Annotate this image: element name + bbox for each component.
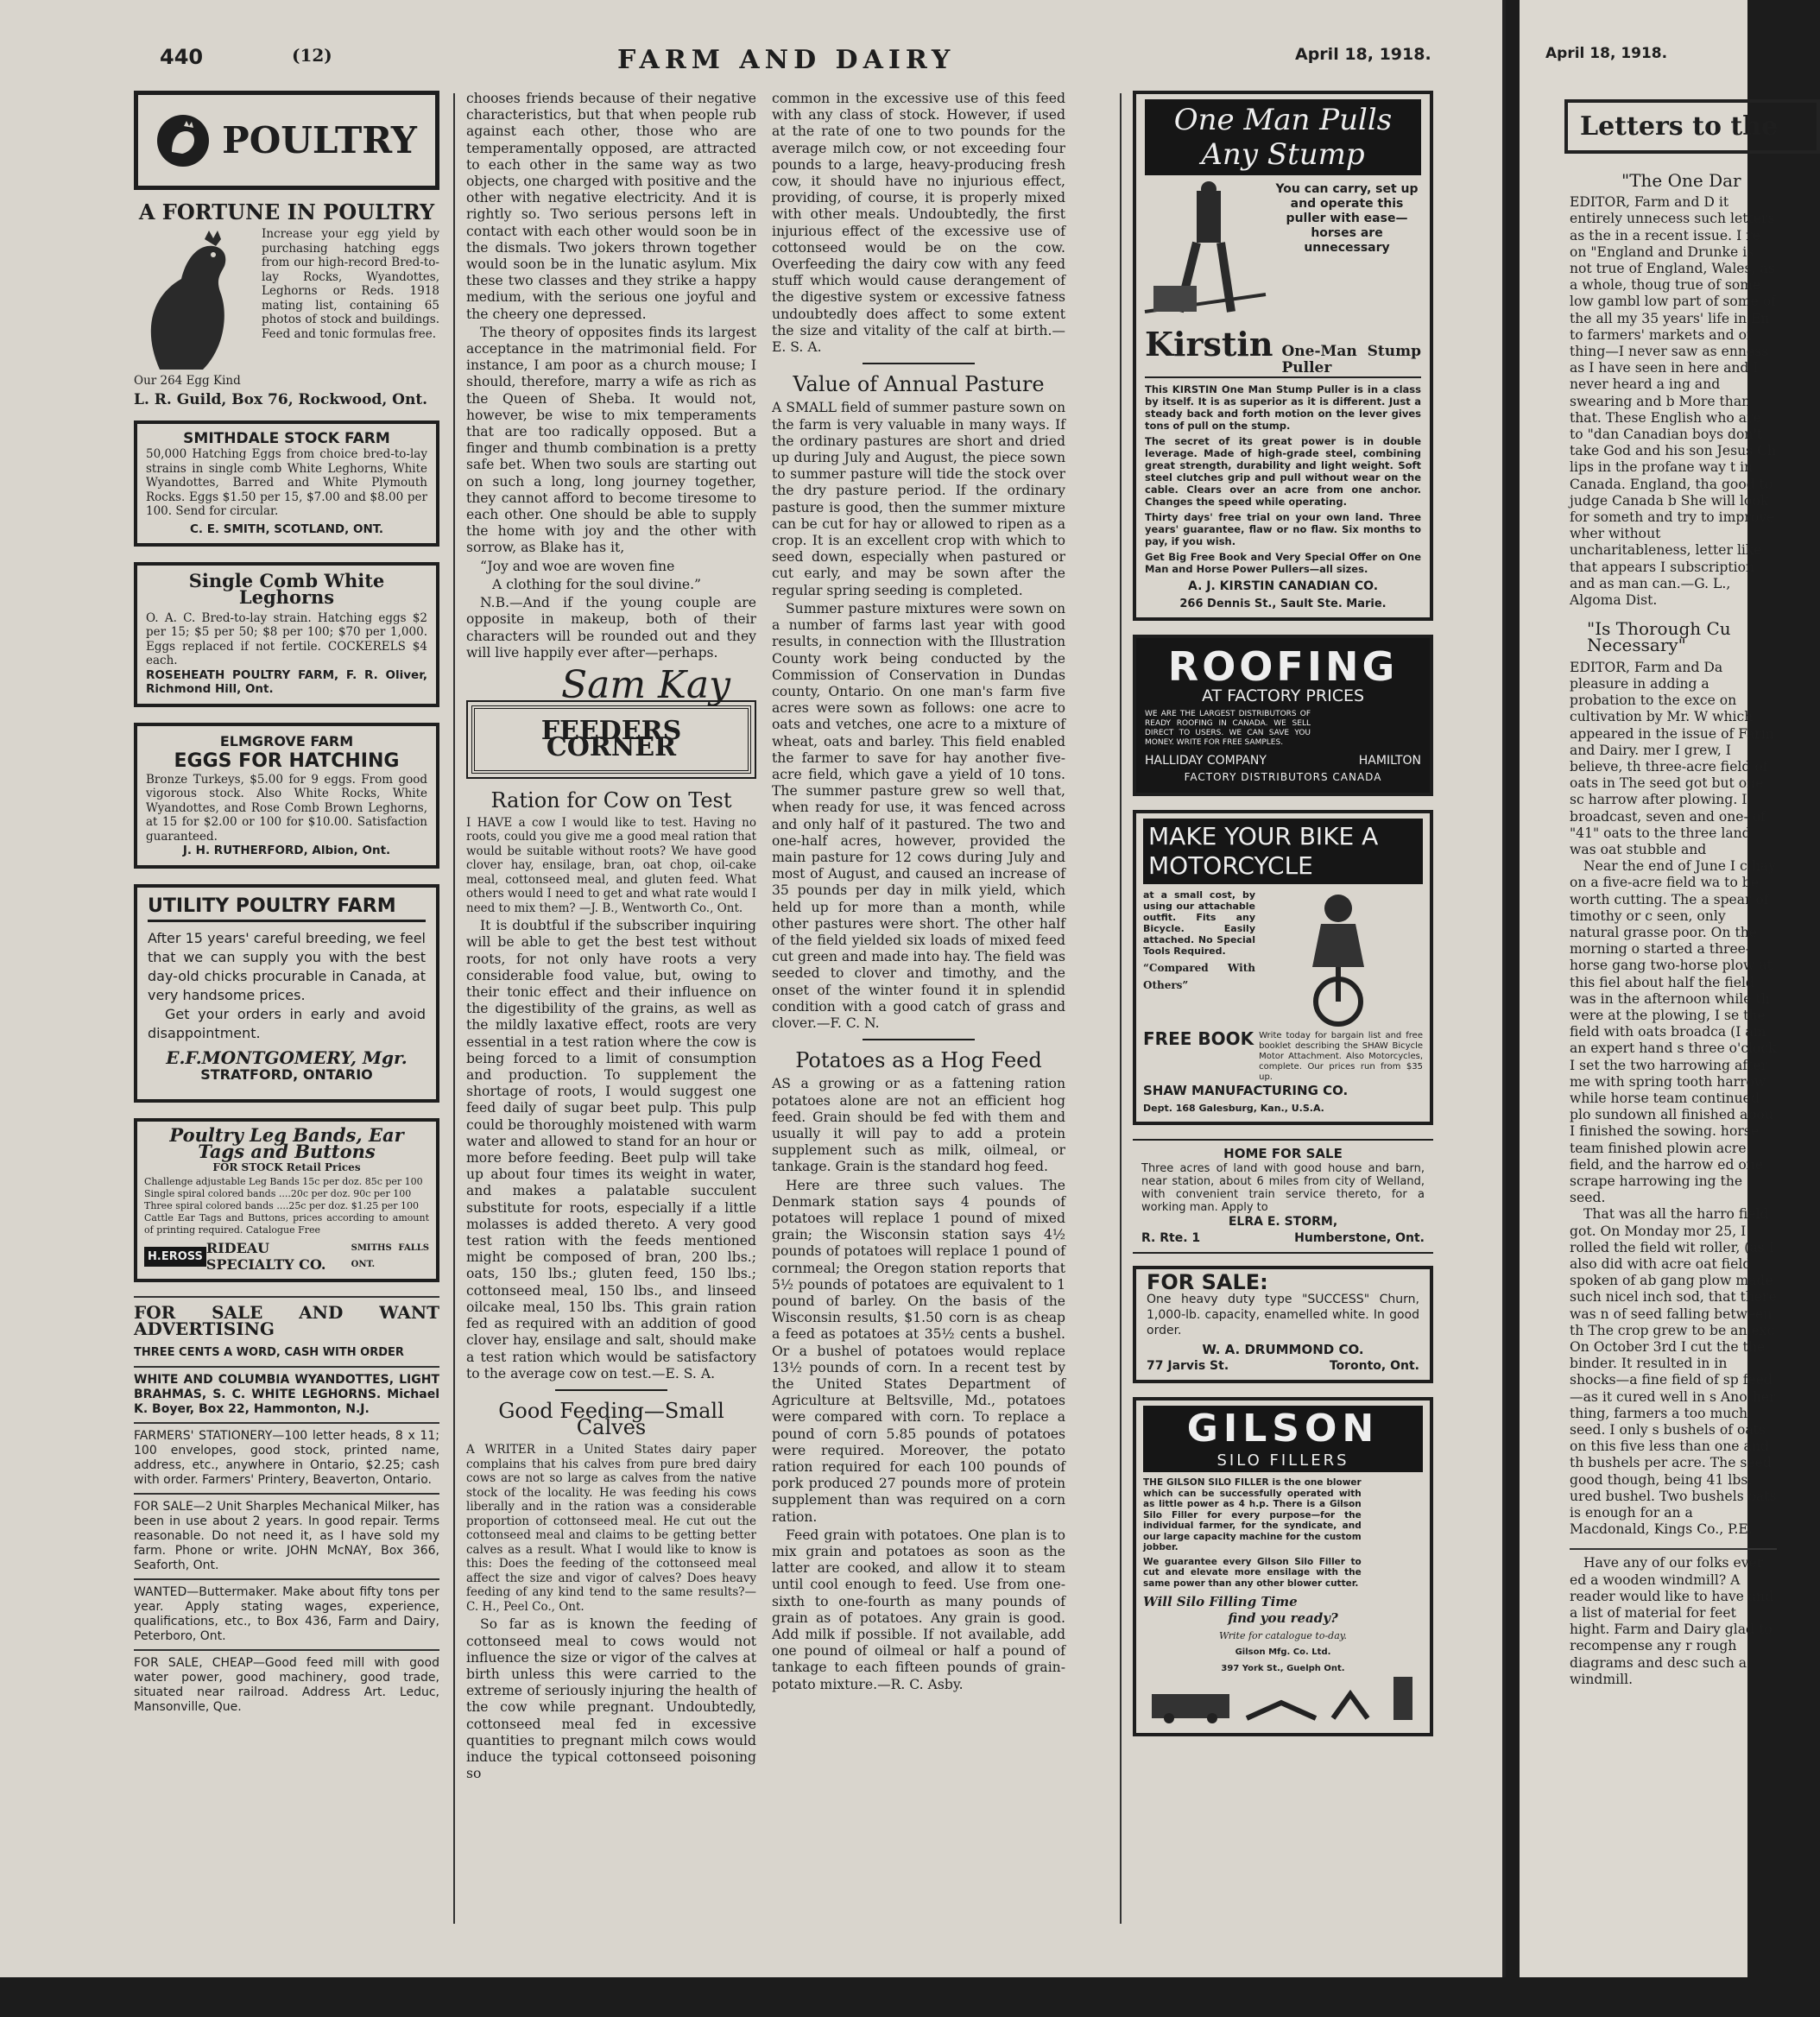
bike-ad xyxy=(1133,810,1433,1124)
section-heading: Value of Annual Pasture xyxy=(793,372,1045,397)
section-rule xyxy=(863,363,975,364)
elmgrove-title: ELMGROVE FARM xyxy=(219,732,354,749)
column-rule xyxy=(453,93,455,1924)
bike-quote: “Compared With Others” xyxy=(1143,962,1255,991)
fortune-ad xyxy=(134,199,439,408)
leghorns-ad xyxy=(134,562,439,706)
smithdale-address: C. E. SMITH, SCOTLAND, ONT. xyxy=(189,522,384,536)
section-rule xyxy=(863,1039,975,1040)
facing-letter: That was all the harro field got. On Monday mor 25, I rolled the field wit roller, (as I also did with acre oat field spoken of ab gang plow made such nicel inch sod, that there was n of seed falling between th The crop grew to be an exc On October 3rd I cut the the binder. It resulted in in shocks—a fine field of sp feed—as it cured well in s Another thing, farmers a too much seed. I only s bushels of oats on this five less than one and th bushels per acre. The seed good though, being 41 lbs. ured bushel. Two bushels oats is enough for an a Macdonald, Kings Co., P.E. xyxy=(1570,1206,1777,1538)
article-paragraph: N.B.—And if the young couple are opposite in makeup, both of their characters will be rounded out and they will live happily ever after—perhaps. xyxy=(466,595,756,661)
elmgrove-text: Bronze Turkeys, $5.00 for 9 eggs. From good vigorous stock. Also White Rocks, White Wyandottes, and Rose Comb Brown Leghorns, at 15 for $2.00 or 100 for $10.00. Satisfaction guaranteed. xyxy=(146,772,427,844)
legbands-badge: H.EROSS xyxy=(144,1247,206,1267)
legbands-row: Cattle Ear Tags and Buttons, prices according to amount of printing required. Catalogue Free xyxy=(144,1212,429,1236)
elmgrove-ad xyxy=(134,723,439,869)
poultry-banner xyxy=(134,91,439,190)
header-date: April 18, 1918. xyxy=(1295,45,1431,64)
facing-title-box xyxy=(1564,99,1820,154)
article-paragraph: Summer pasture mixtures were sown on a number of farms last year with good results, in connection with the Illustration County work being conducted by the Commission of Conservation in Dundas county, Ontario. On one man's farm five acres were sown as follows: one acre to oats and vetches, one acre to a mixture of wheat, oats and barley. This field enabled the farmer to save for hay another five-acre field, which gave a yield of 10 tons. The summer pasture grew so well that, when ready for use, it was fenced across and only half of it pastured. The two and one-half acres, however, provided the main pasture for 12 cows during July and most of August, and caused an increase of 35 pounds per day in milk yield, which held up for more than a month, while other pastures were short. The other half of the field yielded six loads of mixed feed cut green and made into hay. The field was seeded to clover and timothy, and the onset of the winter found it in splendid condition with a good catch of grass and clover.—F. C. N. xyxy=(772,600,1065,1031)
facing-title: Letters to the xyxy=(1580,111,1779,142)
gilson-question-2: find you ready? xyxy=(1228,1610,1338,1627)
home-for-sale-ad xyxy=(1133,1139,1433,1255)
home-address-2: Humberstone, Ont. xyxy=(1294,1231,1425,1246)
roofing-sub: AT FACTORY PRICES xyxy=(1201,686,1365,705)
legbands-sub: FOR STOCK Retail Prices xyxy=(212,1160,361,1173)
classified-item: FOR SALE—2 Unit Sharples Mechanical Milker, has been in use about 2 years. In good repair. Terms reasonable. Do not need it, as I have sold my farm. Phone or write. JOHN McNAY, Box 366, Seaforth, Ont. xyxy=(134,1493,439,1578)
for-sale-ad xyxy=(1133,1266,1433,1383)
gilson-text: We guarantee every Gilson Silo Filler to cut and elevate more ensilage with the same power than any other blower cutter. xyxy=(1143,1556,1362,1589)
question-text: A WRITER in a United States dairy paper complains that his calves from pure bred dairy cows are not so large as calves from the native stock of the locality. He was feeding his cows liberally and in the ration was a considerable proportion of cottonseed meal. He cut out the cottonseed meal and claims to be getting better calves as a result. What I would like to know is this: Does the feeding of the cottonseed meal affect the size and vigor of calves? Does heavy feeding of any kind tend to the same results?—C. H., Peel Co., Ont. xyxy=(466,1443,756,1614)
issue-number: (12) xyxy=(292,45,332,66)
kirstin-company: A. J. KIRSTIN CANADIAN CO. xyxy=(1187,579,1379,594)
kirstin-text: This KIRSTIN One Man Stump Puller is in a class by itself. It is as superior as it is different. Just a steady back and forth motion on the lever gives tons of pull on the stump. xyxy=(1145,383,1421,433)
kirstin-text: Get Big Free Book and Very Special Offer on One Man and Horse Power Pullers—all sizes. xyxy=(1145,551,1421,576)
kirstin-address: 266 Dennis St., Sault Ste. Marie. xyxy=(1179,597,1387,610)
legbands-ad xyxy=(134,1118,439,1282)
bike-book-text: Write today for bargain list and free booklet describing the SHAW Bicycle Motor Attachment. Also Motorcycles, complete. Our prices run from $35 up. xyxy=(1259,1031,1423,1083)
bike-text: at a small cost, by using our attachable outfit. Fits any Bicycle. Easily attached. No Special Tools Required. xyxy=(1143,889,1255,958)
fortune-address: L. R. Guild, Box 76, Rockwood, Ont. xyxy=(134,390,428,408)
classified-title: FOR SALE AND WANT ADVERTISING xyxy=(134,1296,439,1337)
roofing-company: HALLIDAY COMPANY xyxy=(1145,754,1267,768)
for-sale-company: W. A. DRUMMOND CO. xyxy=(1202,1341,1364,1357)
bike-dept: Dept. 168 Galesburg, Kan., U.S.A. xyxy=(1143,1102,1324,1114)
column-article-3 xyxy=(772,91,1065,1695)
fortune-title: A FORTUNE IN POULTRY xyxy=(138,199,435,224)
gilson-catalogue: Write for catalogue to-day. xyxy=(1218,1629,1348,1641)
legbands-place: SMITHS FALLS ONT. xyxy=(351,1243,429,1270)
for-sale-title: FOR SALE: xyxy=(1147,1270,1268,1295)
article-paragraph: chooses friends because of their negative characteristics, but that when people rub against each other, those who are temperamentally opposed, are attracted to each other in the same way as two objects, one charged with positive and the other with negative electricity. And it is rightly so. Two serious persons left in contact with each other would soon be in the dismals. Two jokers thrown together would soon be in the lunatic asylum. Mix these two classes and they strike a happy medium, with the serious one joyful and the cheery one depressed. xyxy=(466,91,756,322)
fortune-text: Increase your egg yield by purchasing hatching eggs from our high-record Bred-to-lay Rocks, Wyandottes, Leghorns or Reds. 1918 mating list, containing 65 photos of stock and buildings. Feed and tonic formulas free. xyxy=(262,227,439,341)
smithdale-text: 50,000 Hatching Eggs from choice bred-to-lay strains in single comb White Leghorns, White Wyandottes, Barred and White Plymouth Rocks. Eggs $1.50 per 15, $7.00 and $8.00 per 100. Send for circular. xyxy=(146,447,427,519)
legbands-row: Three spiral colored bands ....25c per doz. $1.25 per 100 xyxy=(144,1200,420,1212)
fortune-caption: Our 264 Egg Kind xyxy=(134,374,241,389)
answer-text: It is doubtful if the subscriber inquiring will be able to get the best test without roots, for not only have roots a very considerable food value, but, owing to their tonic effect and their influence on the digestibility of the grains, as well as the mildly laxative effect, roots are very essential in a test ration where the cow is being forced to a limit of consumption and production. To supplement the shortage of roots, I would suggest one feed daily of sugar beet pulp. This pulp could be thoroughly moistened with warm water and allowed to stand for an hour or more before feeding. Beet pulp will take up about four times its weight in water, and makes a palatable succulent substitute for roots, especially if a little molasses is added thereto. A very good test ration with the feeds mentioned might be composed of bran, 200 lbs.; oats, 150 lbs.; gluten feed, 150 lbs.; cottonseed meal, 150 lbs., and linseed oilcake meal, 150 lbs. This grain ration fed as required with an addition of good clover hay, ensilage and salt, should make a test ration which would be satisfactory to the average cow on test.—E. S. A. xyxy=(466,918,756,1382)
article-paragraph: AS a growing or as a fattening ration potatoes alone are not an efficient hog feed. Grain should be fed with them and usually it will pay to add a protein supplement such as milk, oilmeal, or tankage. Grain is the standard hog feed. xyxy=(772,1076,1065,1175)
column-ads-left xyxy=(134,91,439,1720)
gilson-text: THE GILSON SILO FILLER is the one blower which can be successfully operated with as little power as 4 h.p. There is a Gilson Silo Filler for every purpose—for the individual farmer, for the syndicate, and our large capacity machine for the custom jobber. xyxy=(1143,1477,1362,1553)
utility-text1: After 15 years' careful breeding, we feel that we can supply you with the best day-old chicks procurable in Canada, at very handsome prices. xyxy=(148,930,426,1004)
bike-company: SHAW MANUFACTURING CO. xyxy=(1143,1083,1349,1099)
gilson-address: 397 York St., Guelph Ont. xyxy=(1221,1664,1345,1674)
for-sale-address-1: 77 Jarvis St. xyxy=(1147,1358,1229,1373)
legbands-row: Challenge adjustable Leg Bands 15c per doz. 85c per 100 xyxy=(144,1176,423,1188)
article-paragraph: common in the excessive use of this feed with any class of stock. However, if used at the rate of one to two pounds for the average milch cow, or not exceeding four pounds to a large, heavy-producing fresh cow, it should have no injurious effect, providing, of course, it is properly mixed with other meals. Undoubtedly, the first injurious effect of the excessive use of cottonseed would be on the cow. Overfeeding the dairy cow with any feed stuff which would cause derangement of the digestive system or excessive fatness undoubtedly does affect to some extent the size and vitality of the calf at birth.—E. S. A. xyxy=(772,91,1065,356)
kirstin-headline xyxy=(1145,99,1421,175)
kirstin-text: The secret of its great power is in double leverage. Made of high-grade steel, combining great strength, durability and light weight. Soft steel clutches grip and pull without wear on the cable. Clears over an acre from one anchor. Changes the speed while operating. xyxy=(1145,435,1421,509)
legbands-company: RIDEAU SPECIALTY CO. xyxy=(205,1240,326,1274)
legbands-title: Poultry Leg Bands, Ear Tags and Buttons xyxy=(169,1123,404,1162)
article-paragraph: Feed grain with potatoes. One plan is to mix grain and potatoes as soon as the latter are cooked, and allow it to steam until cool enough to feed. Use from one-sixth to one-fourth as many pounds of grain as of potatoes. Any grain is good. Add milk if possible. If not available, add one pound of oilmeal or half a pound of tankage to each fifteen pounds of grain-potato mixture.—R. C. Asby. xyxy=(772,1527,1065,1692)
roofing-title: ROOFING xyxy=(1167,642,1399,690)
kirstin-brand: Kirstin xyxy=(1145,325,1273,364)
home-name: ELRA E. STORM, xyxy=(1228,1215,1338,1230)
facing-subhead: "Is Thorough Cu Necessary" xyxy=(1587,618,1731,656)
gilson-title: GILSON xyxy=(1143,1406,1423,1452)
gilson-ad xyxy=(1133,1397,1433,1736)
section-heading: Good Feeding—Small Calves xyxy=(498,1398,724,1440)
poem-line: “Joy and woe are woven fine xyxy=(480,558,675,574)
leghorns-title: Single Comb White Leghorns xyxy=(188,570,385,609)
utility-ad xyxy=(134,884,439,1103)
facing-letter: EDITOR, Farm and Da pleasure in adding a probation to the exce on cultivation by Mr. W which appeared in the issue of Farm and Dairy. mer I grew, I believe, th three-acre field of oats in The seed got but one sc harrow after plowing. I broadcast, seven and one- of "41" oats to the three land was oat stubble and xyxy=(1570,659,1774,857)
facing-page xyxy=(1520,0,1779,1977)
utility-text2: Get your orders in early and avoid disappointment. xyxy=(148,1006,426,1042)
gilson-company: Gilson Mfg. Co. Ltd. xyxy=(1235,1647,1331,1657)
elmgrove-address: J. H. RUTHERFORD, Albion, Ont. xyxy=(182,844,391,858)
roofing-small: WE ARE THE LARGEST DISTRIBUTORS OF READY ROOFING IN CANADA. WE SELL DIRECT TO USERS. WE CAN SAVE YOU MONEY. WRITE FOR FREE SAMPLES. xyxy=(1145,710,1311,748)
kirstin-brand2: One-Man Stump Puller xyxy=(1281,343,1421,377)
poem-line: A clothing for the soul divine.” xyxy=(492,576,702,592)
classified-section xyxy=(134,1296,439,1721)
smithdale-ad xyxy=(134,420,439,547)
elmgrove-subtitle: EGGS FOR HATCHING xyxy=(174,749,400,772)
facing-letter: Near the end of June I c hay on a five-acre field wa to be worth cutting. The a spear of timothy or c seen, only natural grasse poor. On the morning o started a three-horse gang two-horse plow at this fiel about half the field was in the afternoon while th were at the plowing, I se the field with oats broadca (I am an expert hand s three o'clock I set the two harrowing after me with spring tooth harrow while horse team continued plo sundown all finished abou I finished the sowing. horse team finished plowin acre field, and the harrow ed one scrape harrowing ing the seed. xyxy=(1570,858,1777,1206)
poultry-title: POULTRY xyxy=(222,118,417,161)
facing-letter: Have any of our folks ever ed a wooden windmill? A reader would like to have and a list of material for feet hight. Farm and Dairy glad to recompense any r rough diagrams and desc such a windmill. xyxy=(1570,1548,1777,1688)
section-heading: Ration for Cow on Test xyxy=(490,787,732,812)
feeders-corner-banner: FEEDERS CORNER xyxy=(471,705,751,773)
classified-item: WANTED—Buttermaker. Make about fifty tons per year. Apply stating wages, experience, qualifications, etc., to Box 436, Farm and Dairy, Peterboro, Ont. xyxy=(134,1578,439,1649)
silo-filler-illustration xyxy=(1143,1677,1419,1723)
rooster-icon xyxy=(156,114,210,168)
kirstin-tag: You can carry, set up and operate this puller with ease—horses are unnecessary xyxy=(1275,182,1419,255)
kirstin-ad xyxy=(1133,91,1433,621)
leghorns-text: O. A. C. Bred-to-lay strain. Hatching eggs $2 per 15; $5 per 50; $8 per 100; $70 per 1,000. Eggs replaced if not fertile. COCKERELS $4 each. xyxy=(146,610,427,668)
article-paragraph: A SMALL field of summer pasture sown on the farm is very valuable in many ways. If the ordinary pastures are short and dried up during July and August, the piece sown to summer pasture will tide the stock over the dry pasture period. If the ordinary pasture is good, then the summer mixture can be cut for hay or allowed to ripen as a crop. It is an excellent crop with which to seed down, especially when pastured or cut early, and may be sown after the regular spring seeding is completed. xyxy=(772,400,1065,598)
home-text: Three acres of land with good house and barn, near station, about 6 miles from city of Welland, with convenient train service thereto, for a working man. Apply to xyxy=(1141,1162,1425,1215)
page-number: 440 xyxy=(160,45,204,69)
article-paragraph: The theory of opposites finds its largest acceptance in the matrimonial field. For instance, I am poor as a church mouse; I should, therefore, marry a wife as rich as the Queen of Sheba. It would not, however, be wise to mix temperaments that are too radically opposed. But a finger and thumb combination is a pretty safe bet. When two souls are starting out on such a long, long journey together, they cannot afford to become tiresome to each other. One should be able to supply the home with joy and the other with sorrow, as Blake has it, xyxy=(466,324,756,556)
classified-item: WHITE AND COLUMBIA WYANDOTTES, LIGHT BRAHMAS, S. C. WHITE LEGHORNS. Michael K. Boyer, Box 22, Hammonton, N.J. xyxy=(134,1366,439,1422)
home-address-1: R. Rte. 1 xyxy=(1141,1231,1201,1246)
gilson-question-1: Will Silo Filling Time xyxy=(1143,1594,1298,1610)
roofing-ad xyxy=(1133,635,1433,797)
masthead: FARM AND DAIRY xyxy=(617,45,956,75)
facing-column xyxy=(1570,170,1777,1688)
for-sale-text: One heavy duty type "SUCCESS" Churn, 1,000-lb. capacity, enamelled white. In good order. xyxy=(1147,1292,1419,1337)
utility-city: STRATFORD, ONTARIO xyxy=(200,1066,373,1084)
facing-letter: EDITOR, Farm and D it entirely unnecess such letters as the in a recent issue. I re on "England and Drunke is not true of England, Wales, as a whole, thoug true of some low gambl low part of some of the all my 35 years' life in En to farmers' markets and of thing—I never saw as enness as I have seen in here and I never heard a ing and swearing and b More than that. These English who are to "dan Canadian boys don't take God and his son Jesus Ch lips in the profane way t in Canada. England, tha good to judge Canada b She will look for someth and try to improve wher without uncharitableness, letter like that appears I subscription and as man can.—G. L., Algoma Dist. xyxy=(1570,194,1777,609)
section-rule xyxy=(555,1389,667,1391)
leghorns-address: ROSEHEATH POULTRY FARM, F. R. Oliver, Richmond Hill, Ont. xyxy=(146,667,427,697)
gilson-sub: SILO FILLERS xyxy=(1143,1452,1423,1472)
bike-title-2: MOTORCYCLE xyxy=(1148,851,1313,881)
kirstin-text: Thirty days' free trial on your own land. Three years' guarantee, flaw or no flaw. Six months to pay, if you wish. xyxy=(1145,511,1421,548)
kirstin-headline-2: Any Stump xyxy=(1201,137,1365,172)
kirstin-headline-1: One Man Pulls xyxy=(1173,103,1393,137)
classified-item: FARMERS' STATIONERY—100 letter heads, 8 x 11; 100 envelopes, good stock, printed name, address, etc., anywhere in Ontario, $2.25; cash with order. Farmers' Printery, Beaverton, Ontario. xyxy=(134,1422,439,1493)
for-sale-address-2: Toronto, Ont. xyxy=(1329,1358,1419,1373)
rooster-icon xyxy=(134,227,255,374)
facing-date: April 18, 1918. xyxy=(1545,45,1668,62)
utility-title: UTILITY POULTRY FARM xyxy=(148,898,426,922)
column-rule xyxy=(1120,93,1122,1924)
question-text: I HAVE a cow I would like to test. Having no roots, could you give me a good meal ration that would be suitable without roots? We have good clover hay, ensilage, bran, oat chop, oil-cake meal, cottonseed meal, and gluten feed. What others would I need to get and what rate would I need to mix them? —J. B., Wentworth Co., Ont. xyxy=(466,815,756,915)
signature: Sam Kay xyxy=(560,662,730,707)
bike-headline xyxy=(1143,819,1423,884)
utility-mgr: E.F.MONTGOMERY, Mgr. xyxy=(166,1047,408,1069)
classified-rate: THREE CENTS A WORD, CASH WITH ORDER xyxy=(134,1345,404,1359)
smithdale-title: SMITHDALE STOCK FARM xyxy=(183,429,390,447)
facing-subhead: "The One Dar xyxy=(1621,170,1741,191)
article-paragraph: Here are three such values. The Denmark station says 4 pounds of potatoes will replace 1 pound of mixed grain; the Wisconsin station says 4½ pounds of potatoes will replace 1 pound of cornmeal; the Oregon station reports that 5½ pounds of potatoes are equivalent to 1 pound of barley. On the basis of the Wisconsin results, $1.50 corn is as cheap a feed as potatoes at 35½ cents a bushel. Or a bushel of potatoes would replace 13½ pounds of corn. In a recent test by the United States Department of Agriculture at Beltsville, Md., potatoes were compared with corn. To replace a pound of corn 5.85 pounds of potatoes were required. Moreover, the potato ration required for each 100 pounds of pork produced 27 pounds more of protein supplement than was required on a corn ration. xyxy=(772,1177,1065,1525)
roofing-city: HAMILTON xyxy=(1358,754,1421,768)
stump-puller-illustration xyxy=(1145,182,1266,329)
column-article-2 xyxy=(466,91,756,1784)
column-ads-right xyxy=(1133,91,1433,1750)
legbands-row: Single spiral colored bands ....20c per doz. 90c per 100 xyxy=(144,1188,412,1200)
motorcycle-rider-illustration xyxy=(1261,889,1416,1027)
classified-item: FOR SALE, CHEAP—Good feed mill with good water power, good machinery, good trade, situated near railroad. Address Art. Leduc, Mansonville, Que. xyxy=(134,1649,439,1720)
section-heading: Potatoes as a Hog Feed xyxy=(795,1048,1042,1073)
answer-text: So far as is known the feeding of cottonseed meal to cows would not influence the size or vigor of the calves at birth unless this were carried to the extreme of seriously injuring the health of the cow while pregnant. Undoubtedly, cottonseed meal fed in excessive quantities to pregnant milch cows would induce the typical cottonseed poisoning so xyxy=(466,1616,756,1782)
bike-book: FREE BOOK xyxy=(1143,1028,1254,1050)
bike-title-1: MAKE YOUR BIKE A xyxy=(1148,822,1379,851)
roofing-foot: FACTORY DISTRIBUTORS CANADA xyxy=(1184,771,1382,784)
home-title: HOME FOR SALE xyxy=(1223,1145,1343,1161)
